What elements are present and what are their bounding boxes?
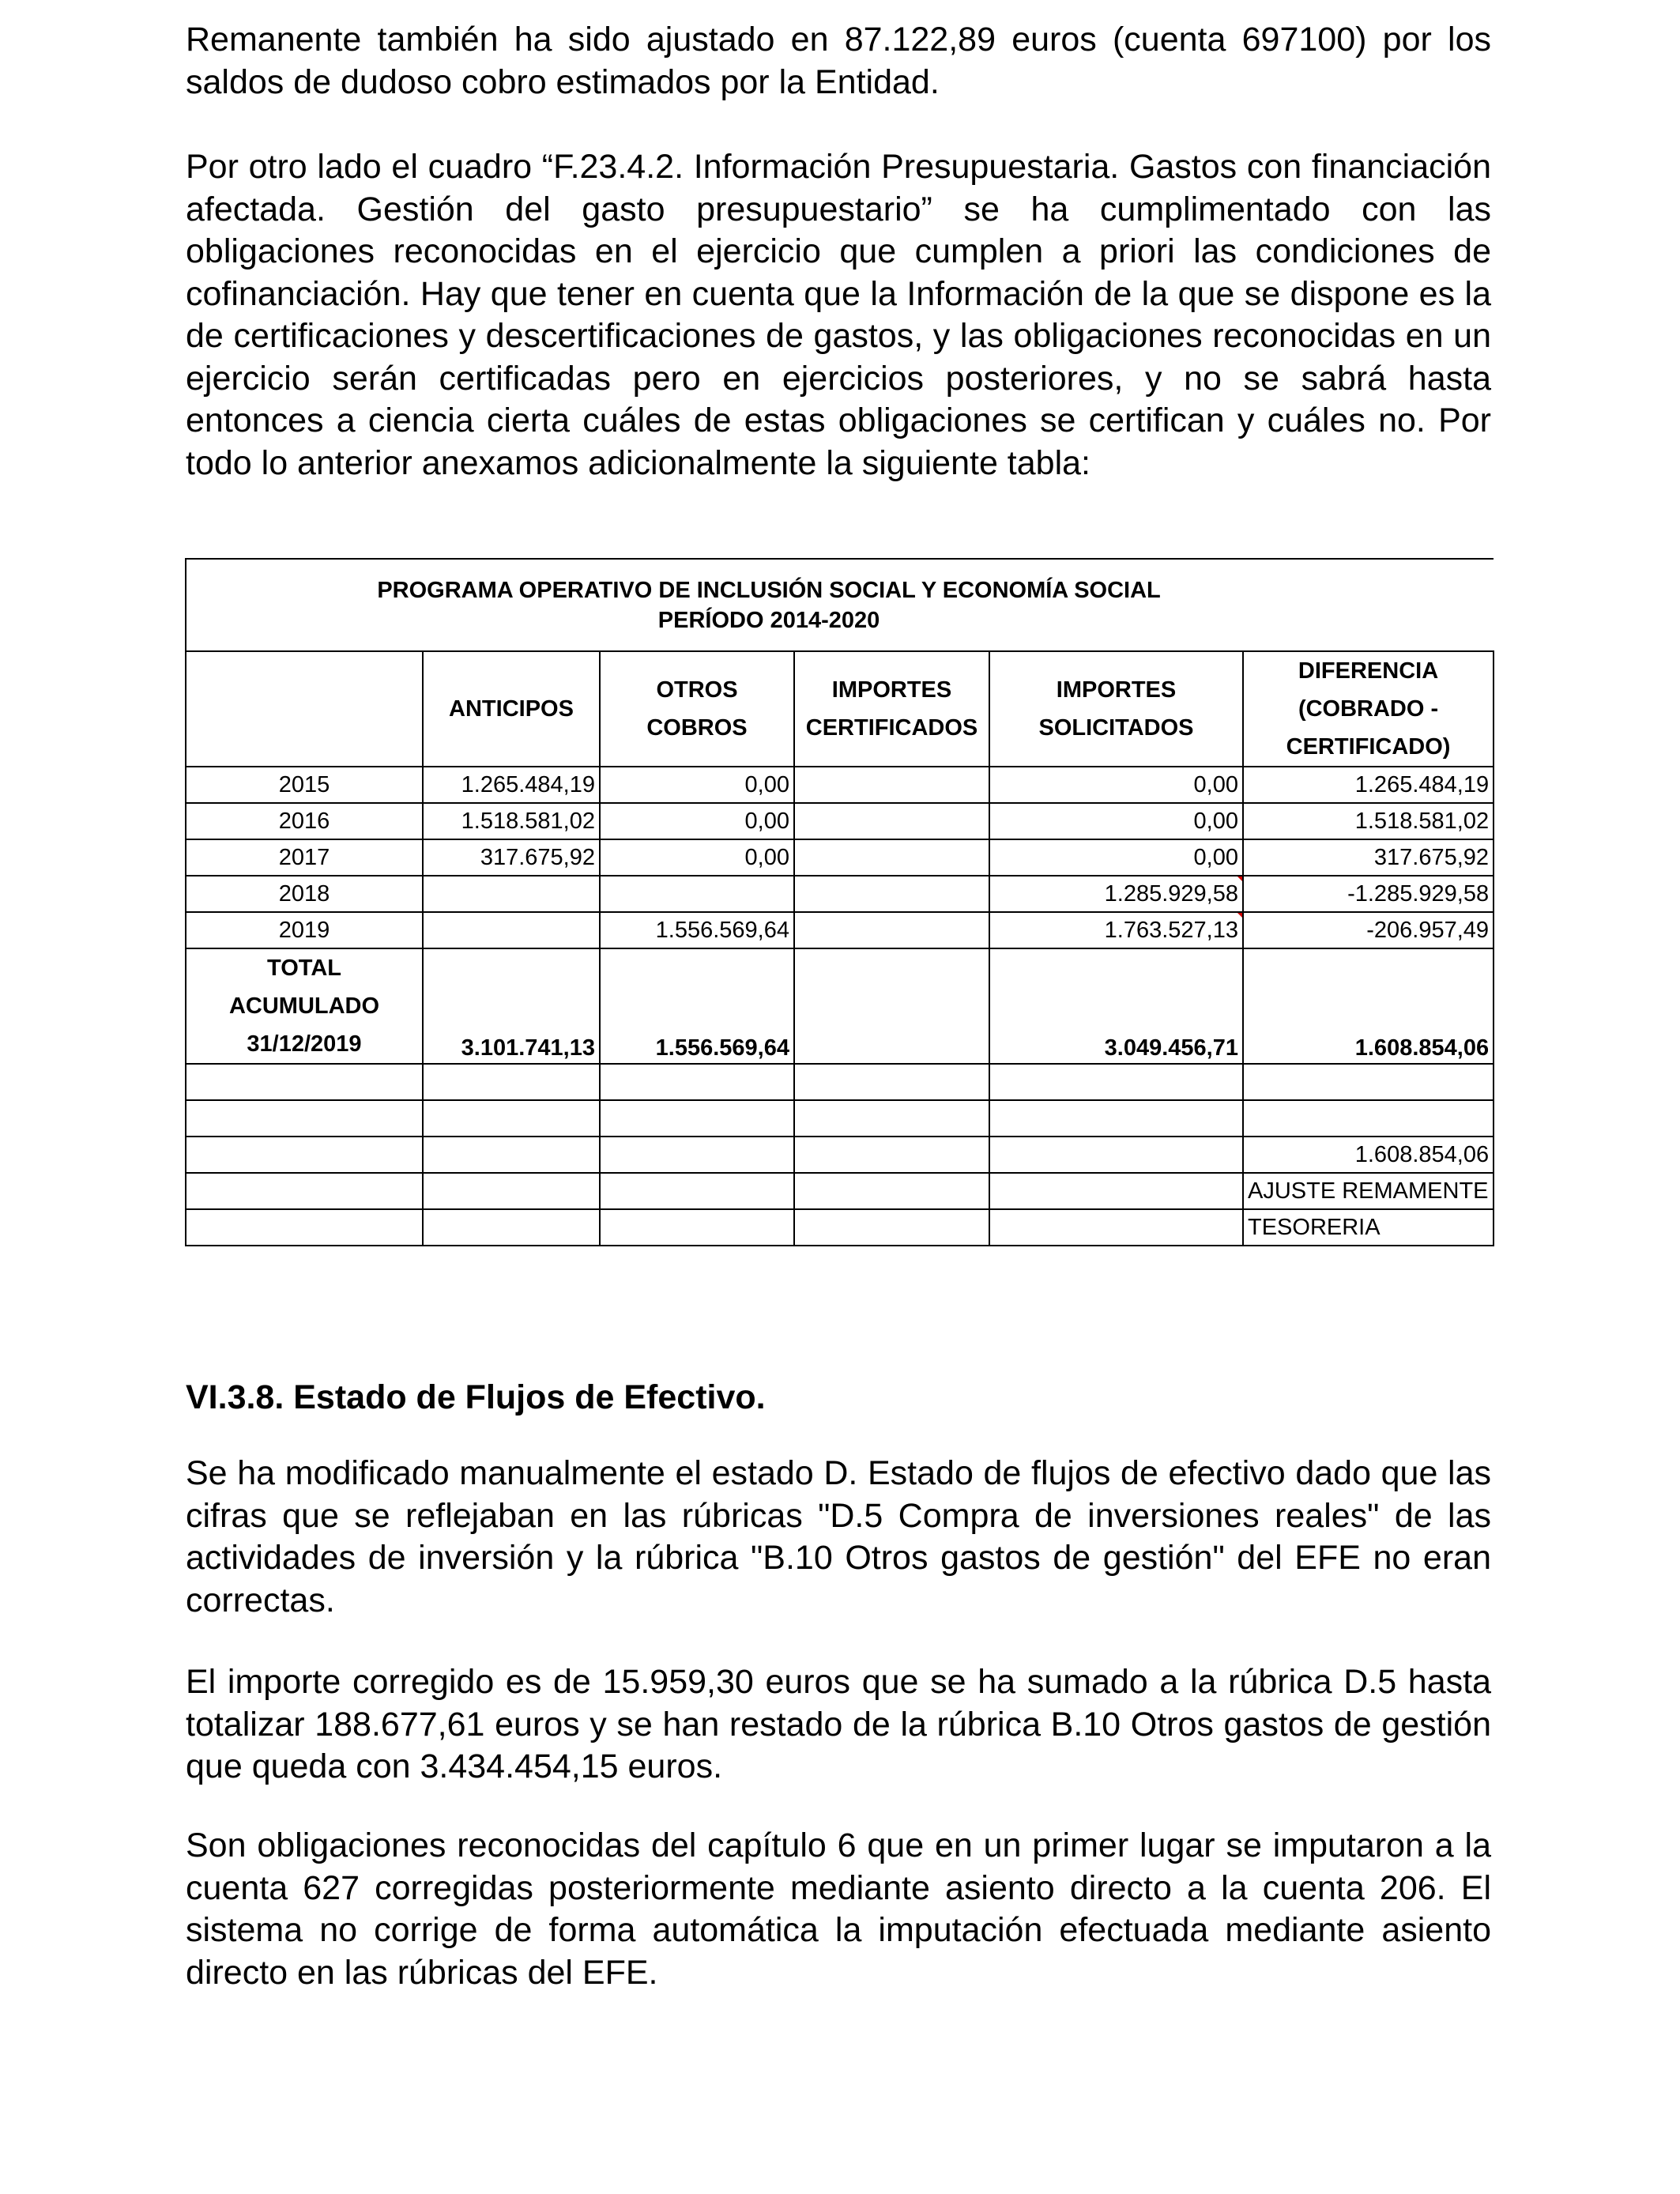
row-solicitados: 1.285.929,58 [989,876,1243,912]
row-certificados [794,767,989,803]
row-certificados [794,839,989,876]
row-otros-cobros: 0,00 [600,803,794,839]
table-title-line1: PROGRAMA OPERATIVO DE INCLUSIÓN SOCIAL Y ECONOMÍA SOCIAL [377,577,1161,603]
empty-cell [600,1137,794,1173]
total-label-line2: ACUMULADO [228,993,380,1019]
empty-cell [989,1173,1243,1209]
table-row [186,839,1494,876]
table-row [186,803,1494,839]
empty-cell [186,1137,423,1173]
empty-cell [794,1100,989,1137]
empty-cell [989,1100,1243,1137]
row-year: 2018 [186,876,423,912]
header-empty-cell [186,651,423,767]
empty-cell [600,1100,794,1137]
total-solicitados: 3.049.456,71 [989,948,1243,1064]
extra-amount-row [186,1137,1494,1173]
total-label [186,948,423,1064]
empty-cell [186,1064,423,1100]
tesoreria-label: TESORERIA [1243,1209,1494,1246]
row-solicitados: 1.763.527,13 [989,912,1243,948]
row-anticipos: 1.265.484,19 [423,767,600,803]
row-diferencia: -206.957,49 [1243,912,1494,948]
empty-cell [794,1137,989,1173]
row-year: 2015 [186,767,423,803]
empty-cell [423,1173,600,1209]
empty-cell [423,1100,600,1137]
total-label-line3: 31/12/2019 [247,1031,362,1057]
empty-cell [794,1064,989,1100]
row-diferencia: -1.285.929,58 [1243,876,1494,912]
total-anticipos: 3.101.741,13 [423,948,600,1064]
empty-cell [423,1209,600,1246]
row-otros-cobros [600,876,794,912]
row-anticipos: 317.675,92 [423,839,600,876]
row-solicitados: 0,00 [989,767,1243,803]
header-anticipos: ANTICIPOS [423,651,600,767]
header-importes-solicitados: IMPORTES SOLICITADOS [989,651,1243,767]
row-certificados [794,876,989,912]
row-anticipos [423,876,600,912]
tesoreria-row [186,1209,1494,1246]
empty-row [186,1064,1494,1100]
header-importes-certificados: IMPORTES CERTIFICADOS [794,651,989,767]
empty-cell [989,1137,1243,1173]
row-diferencia: 1.265.484,19 [1243,767,1494,803]
empty-cell [794,1209,989,1246]
total-certificados [794,948,989,1064]
paragraph-estado-d: Se ha modificado manualmente el estado D. Estado de flujos de efectivo dado que las cifras que se reflejaban en las rúbricas "D.5 Compra de inversiones reales" de las actividades de inversión y la rúbrica "B.10 Otros gastos de gestión" del EFE no eran correctas. [186,1454,1491,1619]
empty-cell [186,1209,423,1246]
empty-cell [186,1100,423,1137]
empty-cell [794,1173,989,1209]
total-label-line1: TOTAL [267,956,341,981]
row-otros-cobros: 0,00 [600,767,794,803]
row-anticipos: 1.518.581,02 [423,803,600,839]
row-diferencia: 1.518.581,02 [1243,803,1494,839]
table-title-line2: PERÍODO 2014-2020 [657,607,880,633]
total-row [186,948,1494,1064]
row-solicitados: 0,00 [989,803,1243,839]
table-row [186,767,1494,803]
total-diferencia: 1.608.854,06 [1243,948,1494,1064]
empty-cell [600,1064,794,1100]
header-diferencia: DIFERENCIA (COBRADO - CERTIFICADO) [1243,651,1494,767]
row-year: 2019 [186,912,423,948]
table-row [186,912,1494,948]
paragraph-importe-corregido: El importe corregido es de 15.959,30 euros que se ha sumado a la rúbrica D.5 hasta totalizar 188.677,61 euros y se han restado de la rúbrica B.10 Otros gastos de gestión que queda con 3.434.454,15 euros. [186,1663,1491,1785]
row-year: 2017 [186,839,423,876]
row-year: 2016 [186,803,423,839]
empty-cell [1243,1064,1494,1100]
empty-cell [186,1173,423,1209]
row-solicitados: 0,00 [989,839,1243,876]
row-anticipos [423,912,600,948]
empty-cell [600,1173,794,1209]
empty-cell [423,1137,600,1173]
row-certificados [794,912,989,948]
empty-cell [989,1209,1243,1246]
empty-cell [989,1064,1243,1100]
programa-operativo-table [185,558,1494,1246]
ajuste-remamente-label: AJUSTE REMAMENTE [1243,1173,1494,1209]
paragraph-remanente: Remanente también ha sido ajustado en 87.122,89 euros (cuenta 697100) por los saldos de dudoso cobro estimados por la Entidad. [186,21,1491,101]
empty-cell [423,1064,600,1100]
extra-amount: 1.608.854,06 [1243,1137,1494,1173]
row-certificados [794,803,989,839]
row-otros-cobros: 0,00 [600,839,794,876]
empty-cell [1243,1100,1494,1137]
row-diferencia: 317.675,92 [1243,839,1494,876]
paragraph-cuadro-f23: Por otro lado el cuadro “F.23.4.2. Información Presupuestaria. Gastos con financiación afectada. Gestión del gasto presupuestario” se ha cumplimentado con las obligaciones reconocidas en el ejercicio que cumplen a priori las condiciones de cofinanciación. Hay que tener en cuenta que la Información de la que se dispone es la de certificaciones y descertificaciones de gastos, y las obligaciones reconocidas en un ejercicio serán certificadas pero en ejercicios posteriores, y no se sabrá hasta entonces a ciencia cierta cuáles de estas obligaciones se certifican y cuáles no. Por todo lo anterior anexamos adicionalmente la siguiente tabla: [186,148,1491,482]
table-title [186,559,1494,651]
ajuste-row [186,1173,1494,1209]
row-otros-cobros: 1.556.569,64 [600,912,794,948]
section-heading: VI.3.8. Estado de Flujos de Efectivo. [186,1378,766,1416]
header-otros-cobros: OTROS COBROS [600,651,794,767]
total-otros-cobros: 1.556.569,64 [600,948,794,1064]
empty-row [186,1100,1494,1137]
empty-cell [600,1209,794,1246]
table-row [186,876,1494,912]
paragraph-obligaciones: Son obligaciones reconocidas del capítulo 6 que en un primer lugar se imputaron a la cuenta 627 corregidas posteriormente mediante asiento directo a la cuenta 206. El sistema no corrige de forma automática la imputación efectuada mediante asiento directo en las rúbricas del EFE. [186,1826,1491,1992]
